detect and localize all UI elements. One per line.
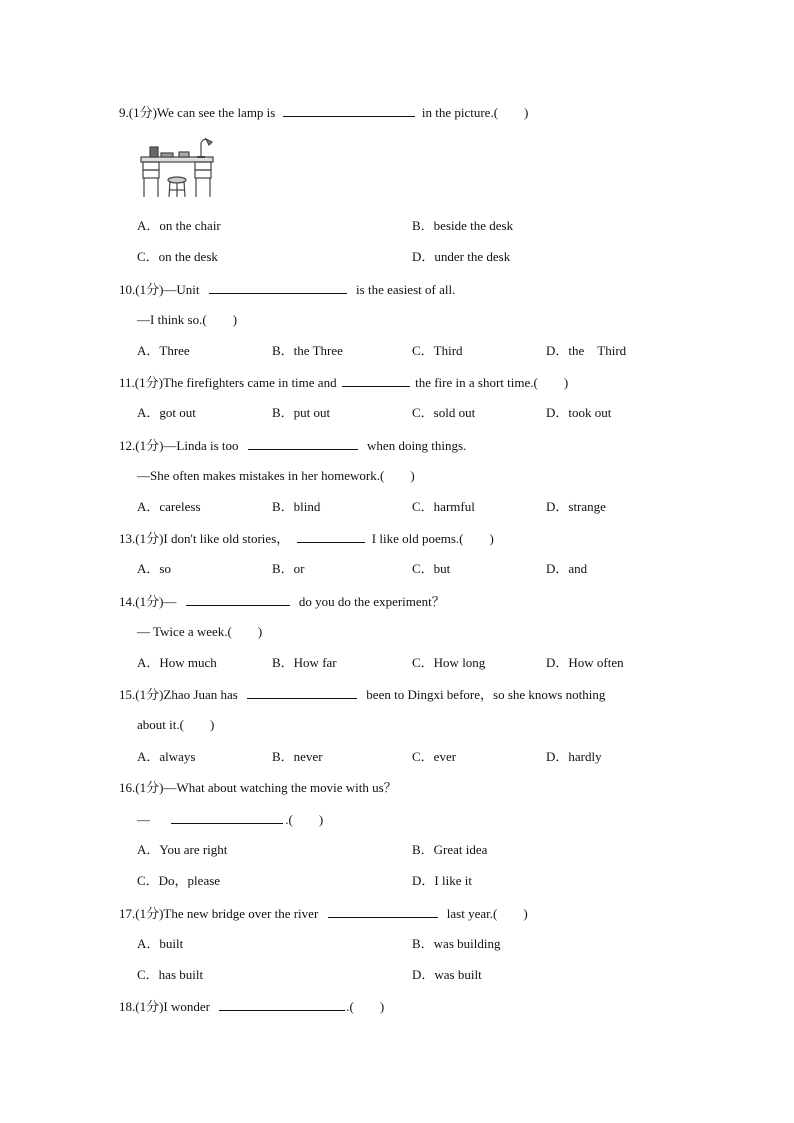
- question-11: 11.(1分)The firefighters came in time and the fire in a short time.( ): [119, 375, 569, 390]
- option-b[interactable]: B．put out: [272, 405, 331, 420]
- option-a[interactable]: A．on the chair: [137, 218, 221, 233]
- option-c[interactable]: C．ever: [412, 749, 457, 764]
- option-d[interactable]: D．hardly: [546, 749, 602, 764]
- answer-blank[interactable]: [283, 104, 415, 117]
- question-9: 9.(1分)We can see the lamp is in the picture.( ): [119, 105, 529, 120]
- option-d[interactable]: D．I like it: [412, 873, 472, 888]
- option-d[interactable]: D．strange: [546, 499, 606, 514]
- answer-blank[interactable]: [342, 374, 410, 387]
- option-c[interactable]: C．sold out: [412, 405, 476, 420]
- option-b[interactable]: B．or: [272, 561, 305, 576]
- answer-blank[interactable]: [171, 811, 283, 824]
- question-12-reply: —She often makes mistakes in her homework.( ): [137, 468, 415, 483]
- option-d[interactable]: D．under the desk: [412, 249, 511, 264]
- answer-blank[interactable]: [219, 998, 345, 1011]
- option-c[interactable]: C．How long: [412, 655, 486, 670]
- option-d[interactable]: D．took out: [546, 405, 612, 420]
- option-a[interactable]: A．careless: [137, 499, 201, 514]
- question-18: 18.(1分)I wonder .( ): [119, 999, 385, 1014]
- answer-blank[interactable]: [297, 530, 365, 543]
- option-b[interactable]: B．the Three: [272, 343, 343, 358]
- option-a[interactable]: A．got out: [137, 405, 196, 420]
- option-d[interactable]: D．was built: [412, 967, 482, 982]
- option-a[interactable]: A．always: [137, 749, 196, 764]
- option-a[interactable]: A．built: [137, 936, 184, 951]
- question-15-cont: about it.( ): [137, 717, 215, 732]
- answer-blank[interactable]: [247, 686, 357, 699]
- option-b[interactable]: B．was building: [412, 936, 501, 951]
- option-d[interactable]: D．the Third: [546, 343, 627, 358]
- option-d[interactable]: D．How often: [546, 655, 624, 670]
- option-c[interactable]: C．Third: [412, 343, 463, 358]
- question-13: 13.(1分)I don't like old stories， I like old poems.( ): [119, 531, 494, 546]
- option-b[interactable]: B．beside the desk: [412, 218, 514, 233]
- question-10: 10.(1分)—Unit is the easiest of all.: [119, 282, 456, 297]
- option-c[interactable]: C．but: [412, 561, 451, 576]
- option-a[interactable]: A．How much: [137, 655, 217, 670]
- option-c[interactable]: C．on the desk: [137, 249, 218, 264]
- option-b[interactable]: B．never: [272, 749, 323, 764]
- question-17: 17.(1分)The new bridge over the river last year.( ): [119, 906, 528, 921]
- question-15: 15.(1分)Zhao Juan has been to Dingxi before，so she knows nothing: [119, 687, 606, 702]
- option-c[interactable]: C．has built: [137, 967, 204, 982]
- option-c[interactable]: C．Do，please: [137, 873, 221, 888]
- question-12: 12.(1分)—Linda is too when doing things.: [119, 438, 467, 453]
- question-14: 14.(1分)— do you do the experiment？: [119, 594, 445, 609]
- option-c[interactable]: C．harmful: [412, 499, 475, 514]
- option-a[interactable]: A．You are right: [137, 842, 228, 857]
- answer-blank[interactable]: [248, 437, 358, 450]
- answer-blank[interactable]: [328, 905, 438, 918]
- option-a[interactable]: A．so: [137, 561, 171, 576]
- option-b[interactable]: B．blind: [272, 499, 321, 514]
- desk-with-lamp-icon: [139, 137, 217, 199]
- question-14-reply: — Twice a week.( ): [137, 624, 263, 639]
- answer-blank[interactable]: [186, 593, 290, 606]
- option-b[interactable]: B．How far: [272, 655, 337, 670]
- option-a[interactable]: A．Three: [137, 343, 190, 358]
- question-16: 16.(1分)—What about watching the movie with us？: [119, 780, 397, 795]
- option-d[interactable]: D．and: [546, 561, 588, 576]
- answer-blank[interactable]: [209, 281, 347, 294]
- question-10-reply: —I think so.( ): [137, 312, 238, 327]
- option-b[interactable]: B．Great idea: [412, 842, 488, 857]
- question-16-reply: — .( ): [137, 812, 324, 827]
